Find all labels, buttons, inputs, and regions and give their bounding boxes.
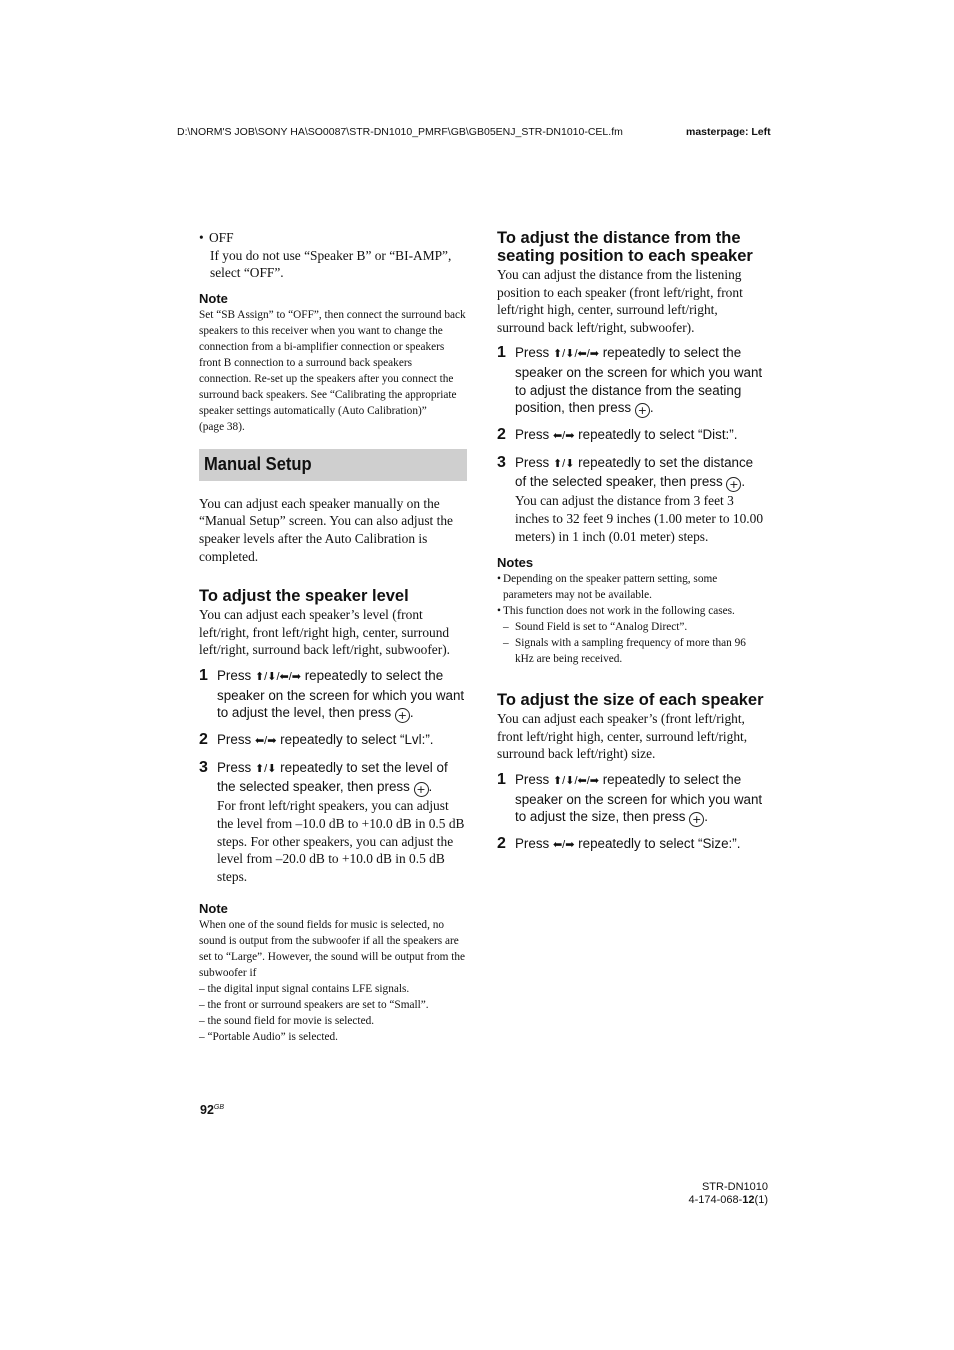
notes-dash-text: Signals with a sampling frequency of more than 96 kHz are being received. [515, 637, 746, 666]
note1-title: Note [199, 290, 228, 306]
step-body [217, 667, 467, 723]
arrow-keys-icon: ⬆/⬇/⬅/➡ [552, 774, 599, 787]
notes-dash-text: Sound Field is set to “Analog Direct”. [515, 621, 688, 634]
step-1 [497, 344, 765, 418]
header-file-path: D:\NORM'S JOB\SONY HA\SO0087\STR-DN1010_PMRF\GB\GB05ENJ_STR-DN1010-CEL.fm [177, 126, 623, 138]
arrow-keys-icon: ⬆/⬇ [552, 457, 575, 470]
off-bullet: OFF [209, 230, 234, 245]
page-suffix: GB [213, 1103, 225, 1111]
dash-mark: – [503, 637, 509, 650]
size-intro: You can adjust each speaker’s (front left/right, front left/right high, center, surround left/right, surround back left/right) size. [497, 711, 748, 762]
step-1 [199, 667, 467, 723]
note2-item: – the sound field for movie is selected. [199, 1015, 375, 1028]
enter-plus-icon: + [395, 708, 410, 723]
header-masterpage: masterpage: Left [686, 126, 771, 138]
arrow-keys-icon: ⬅/➡ [552, 430, 575, 443]
arrow-keys-icon: ⬆/⬇/⬅/➡ [552, 348, 599, 361]
notes-bullet [497, 603, 765, 619]
arrow-keys-icon: ⬅/➡ [254, 735, 277, 748]
note2-item: – “Portable Audio” is selected. [199, 1031, 338, 1044]
step-instruction: Press ⬅/➡ repeatedly to select “Lvl:”. [217, 732, 434, 748]
note2-text: When one of the sound fields for music is selected, no sound is output from the subwoofer if all the speakers are set to “Large”. However, the sound will be output from the subwoofer if [199, 919, 466, 980]
step-instruction: Press ⬅/➡ repeatedly to select “Dist:”. [515, 427, 738, 443]
enter-plus-icon: + [726, 477, 741, 492]
off-option: • OFF If you do not use “Speaker B” or “BI-AMP”, select “OFF”. [199, 229, 467, 282]
level-intro: You can adjust each speaker’s level (front left/right, front left/right high, center, surround left/right, surround back left/right, subwoofer). [199, 607, 451, 658]
step-instruction: Press ⬆/⬇ repeatedly to set the distance of the selected speaker, then press + . [515, 454, 754, 492]
dash-mark: – [503, 621, 509, 634]
step-instruction: Press ⬆/⬇/⬅/➡ repeatedly to select the speaker on the screen for which you want to adjust the size, then press + . [515, 771, 763, 827]
step-number: 3 [199, 758, 208, 776]
document-code: 4-174-068-12(1) [688, 1194, 768, 1206]
size-heading: To adjust the size of each speaker [497, 691, 764, 710]
step-extra-text: You can adjust the distance from 3 feet 3 inches to 32 feet 9 inches (1.00 meter to 10.00 meters) in 1 inch (0.01 meter) steps. [515, 493, 764, 544]
note2-items [199, 981, 467, 1045]
notes-bullet [497, 571, 765, 603]
arrow-keys-icon: ⬆/⬇/⬅/➡ [254, 670, 301, 683]
model-name: STR-DN1010 [701, 1181, 768, 1193]
level-steps [199, 667, 467, 885]
step-body [217, 731, 467, 751]
distance-heading: To adjust the distance from the seating position to each speaker [497, 229, 753, 265]
step-3 [497, 454, 765, 545]
step-instruction: Press ⬆/⬇/⬅/➡ repeatedly to select the speaker on the screen for which you want to adjust the distance from the seating position, then press + . [515, 345, 763, 418]
step-body [515, 426, 765, 446]
notes-dash [497, 619, 765, 635]
step-instruction: Press ⬅/➡ repeatedly to select “Size:”. [515, 836, 741, 852]
arrow-keys-icon: ⬅/➡ [552, 839, 575, 852]
step-1 [497, 771, 765, 827]
step-2 [199, 731, 467, 751]
step-instruction: Press ⬆/⬇ repeatedly to set the level of the selected speaker, then press + . [217, 759, 448, 797]
step-number: 1 [497, 770, 506, 788]
step-instruction: Press ⬆/⬇/⬅/➡ repeatedly to select the speaker on the screen for which you want to adjust the level, then press + . [217, 667, 465, 723]
distance-intro: You can adjust the distance from the listening position to each speaker (front left/right, front left/right high, center, surround left/right, surround back left/right, subwoofer). [497, 267, 743, 335]
section-header-manual-setup [199, 449, 467, 481]
step-body [515, 771, 765, 827]
off-description: If you do not use “Speaker B” or “BI-AMP”, select “OFF”. [210, 247, 452, 281]
step-number: 1 [497, 344, 506, 362]
step-body [515, 344, 765, 418]
note1-page-ref: (page 38). [199, 420, 245, 433]
notes-bullet-text: This function does not work in the following cases. [503, 605, 735, 618]
notes-title: Notes [497, 555, 534, 571]
arrow-keys-icon: ⬆/⬇ [254, 762, 277, 775]
note2-title: Note [199, 901, 228, 917]
step-number: 3 [497, 453, 506, 471]
distance-steps [497, 344, 765, 545]
step-body [515, 835, 765, 855]
enter-plus-icon: + [414, 782, 429, 797]
note1-text: Set “SB Assign” to “OFF”, then connect the surround back speakers to this receiver when you want to change the connection from a bi-amplifier connection or speakers front B connection to a surround back speakers connection. Re-set up the speakers after you connect the surround back speakers. See “Calibrating the appropriate speaker settings automatically (Auto Calibration)” (page 38). [199, 308, 466, 433]
step-number: 2 [199, 731, 208, 749]
step-extra-text: For front left/right speakers, you can adjust the level from –10.0 dB to +10.0 dB in 0.5 dB steps. For other speakers, you can adjust the level from –20.0 dB to +10.0 dB in 0.5 dB steps. [217, 798, 465, 884]
level-heading: To adjust the speaker level [199, 587, 409, 606]
bullet-mark: • [497, 573, 501, 586]
model-info [640, 1181, 768, 1207]
notes-dash [497, 635, 765, 667]
enter-plus-icon: + [635, 403, 650, 418]
step-body [217, 759, 467, 886]
note2-item: – the front or surround speakers are set to “Small”. [199, 999, 429, 1012]
note2-item: – the digital input signal contains LFE signals. [199, 983, 410, 996]
step-number: 2 [497, 835, 506, 853]
step-3 [199, 759, 467, 886]
section-intro: You can adjust each speaker manually on the “Manual Setup” screen. You can also adjust the speaker levels after the Auto Calibration is completed. [199, 495, 453, 564]
notes-bullet-text: Depending on the speaker pattern setting, some parameters may not be available. [503, 573, 718, 602]
enter-plus-icon: + [689, 812, 704, 827]
left-column [199, 229, 467, 1045]
section-title: Manual Setup [204, 454, 312, 475]
bullet-mark: • [497, 605, 501, 618]
step-number: 1 [199, 666, 208, 684]
step-2 [497, 835, 765, 855]
step-body [515, 454, 765, 545]
page-number: $92^{GB}$ [200, 1103, 225, 1117]
notes-list [497, 571, 765, 667]
right-column [497, 229, 765, 855]
step-2 [497, 426, 765, 446]
size-steps [497, 771, 765, 855]
step-number: 2 [497, 426, 506, 444]
